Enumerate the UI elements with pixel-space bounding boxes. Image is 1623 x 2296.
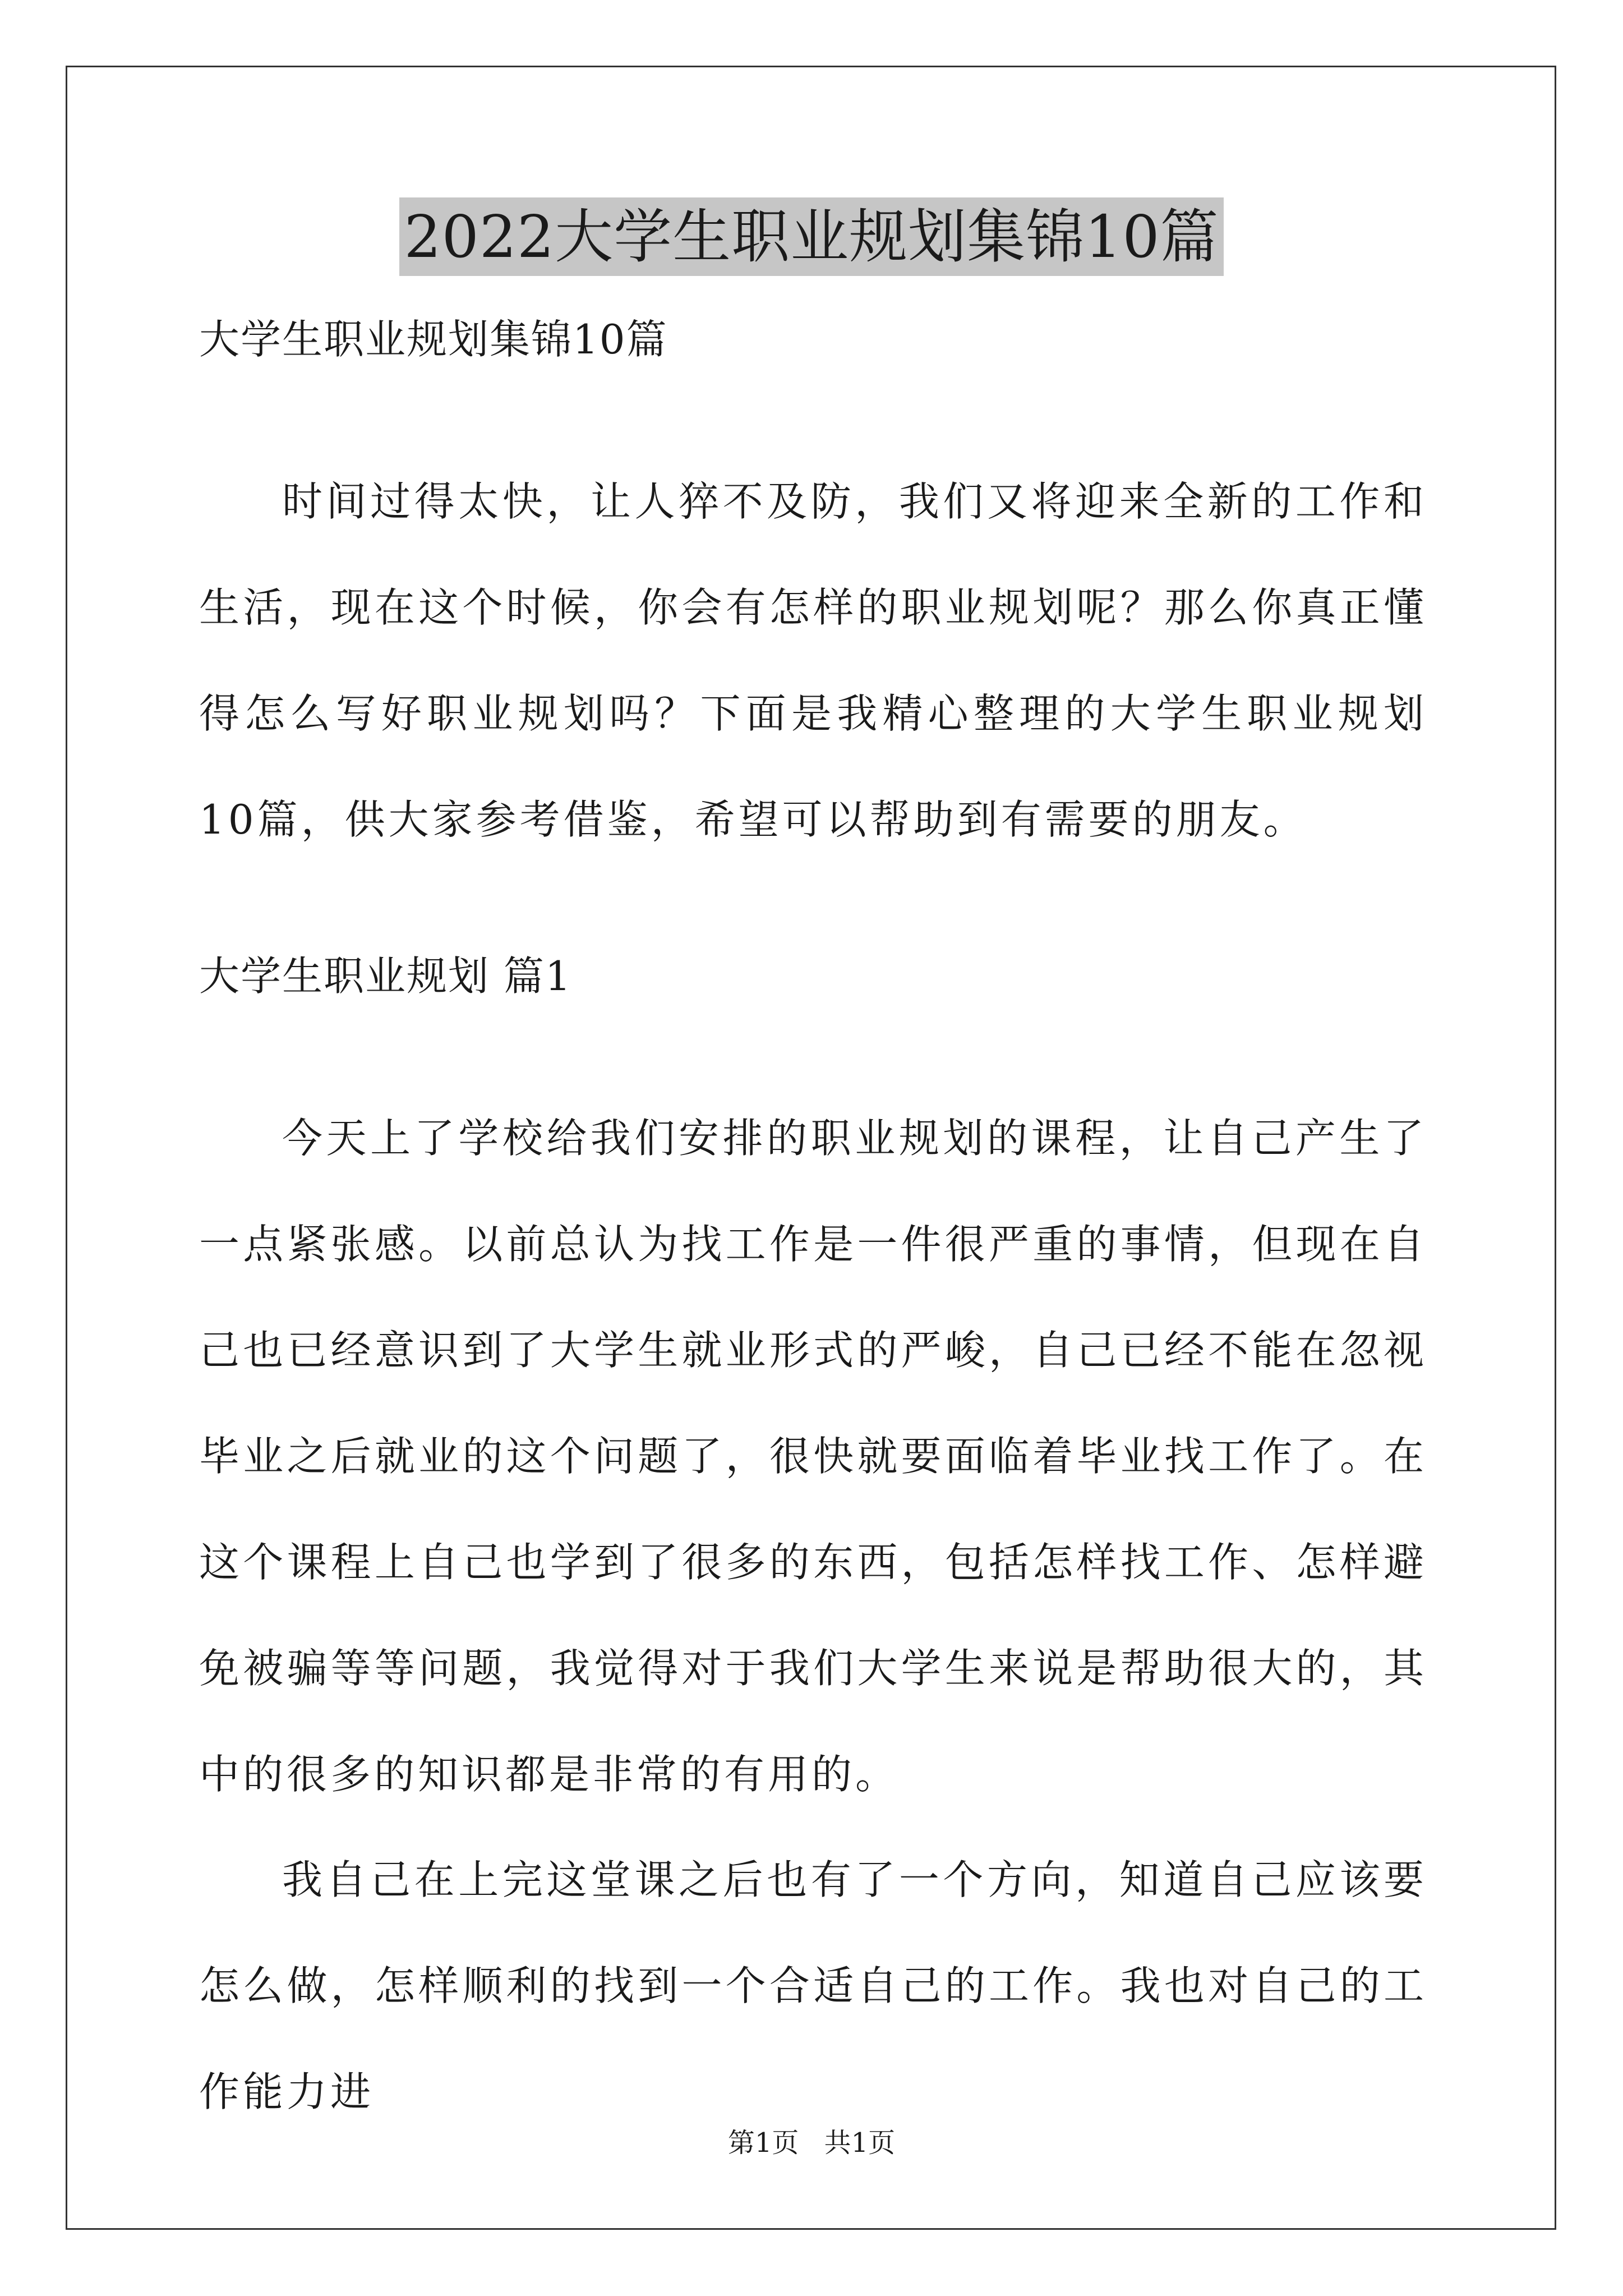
section-heading: 大学生职业规划 篇1: [199, 953, 572, 1000]
document-title: 2022大学生职业规划集锦10篇: [399, 197, 1223, 276]
title-container: [0, 197, 1623, 276]
page-footer: 第1页 共1页: [727, 2127, 896, 2159]
body-paragraph: 今天上了学校给我们安排的职业规划的课程，让自己产生了一点紧张感。以前总认为找工作是一件很严重的事情，但现在自己也已经意识到了大学生就业形式的严峻，自己已经不能在忽视毕业之后就业的这个问题了，很快就要面临着毕业找工作了。在这个课程上自己也学到了很多的东西，包括怎样找工作、怎样避免被骗等等问题，我觉得对于我们大学生来说是帮助很大的，其中的很多的知识都是非常的有用的。: [199, 1115, 1427, 1798]
body-paragraph: 我自己在上完这堂课之后也有了一个方向，知道自己应该要怎么做，怎样顺利的找到一个合适自己的工作。我也对自己的工作能力进: [199, 1856, 1427, 2115]
intro-paragraph: 时间过得太快，让人猝不及防，我们又将迎来全新的工作和生活，现在这个时候，你会有怎样的职业规划呢？那么你真正懂得怎么写好职业规划吗？下面是我精心整理的大学生职业规划10篇，供大家参考借鉴，希望可以帮助到有需要的朋友。: [199, 478, 1427, 843]
document-subtitle: 大学生职业规划集锦10篇: [199, 316, 668, 363]
